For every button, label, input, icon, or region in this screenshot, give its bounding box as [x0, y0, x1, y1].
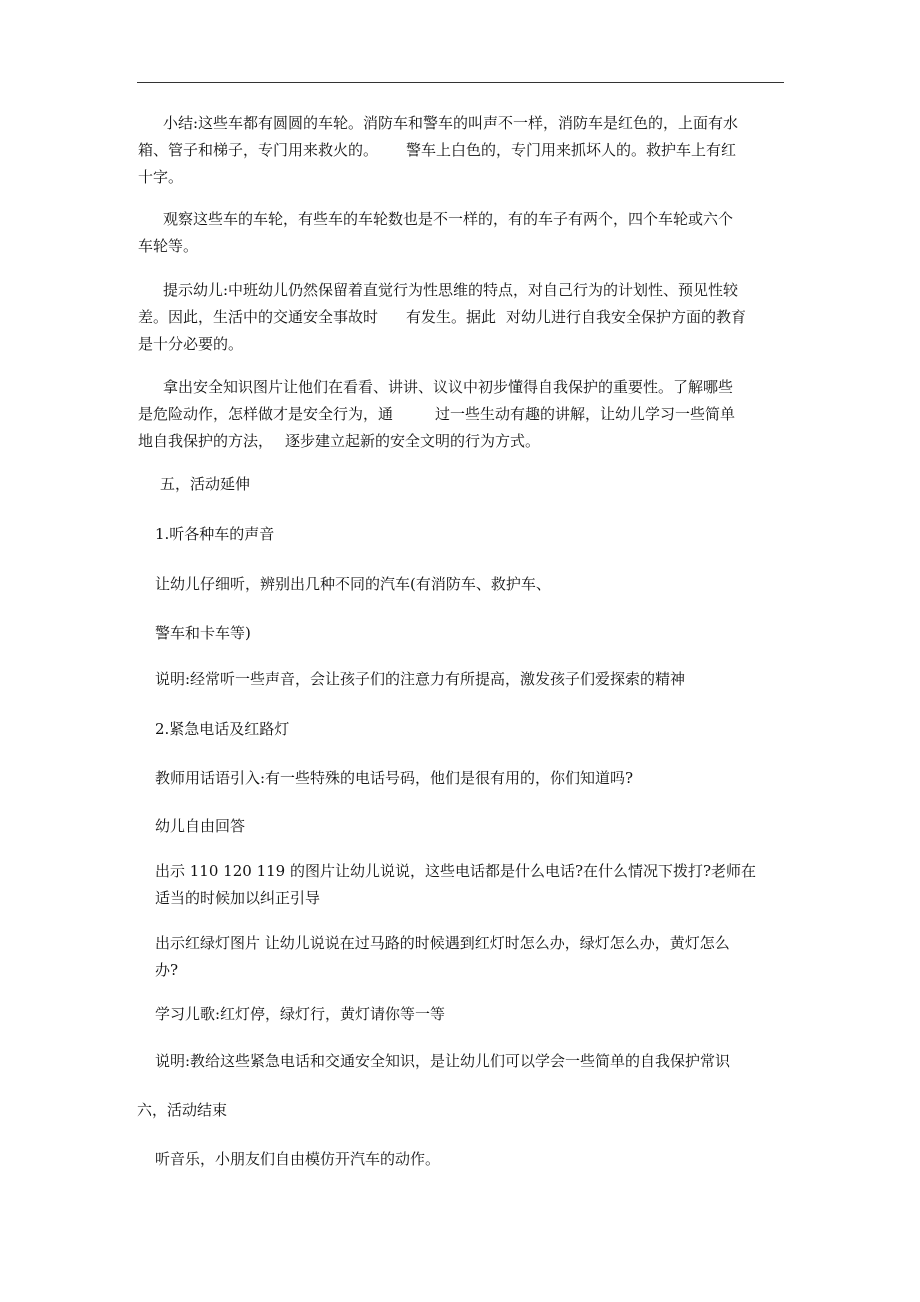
header-rule — [137, 82, 784, 83]
explanation-safety — [155, 1048, 730, 1075]
explanation-sounds — [155, 666, 685, 693]
section-six-heading — [137, 1097, 227, 1124]
text-line: 车轮等。 — [138, 237, 199, 255]
text-line: 箱、管子和梯子，专门用来救火的。 — [138, 141, 379, 159]
text-line: 教师用话语引入:有一些特殊的电话号码，他们是很有用的，你们知道吗? — [155, 769, 634, 787]
nursery-rhyme — [155, 1001, 445, 1028]
text-line: 说明:教给这些紧急电话和交通安全知识，是让幼儿们可以学会一些简单的自我保护常识 — [155, 1052, 731, 1070]
text-line: 观察这些车的车轮，有些车的车轮数也是不一样的，有的车子有两个，四个车轮或六个 — [163, 210, 734, 228]
text-line: 是危险动作，怎样做才是安全行为，通 — [138, 405, 394, 423]
text-line: 小结:这些车都有圆圆的车轮。消防车和警车的叫声不一样，消防车是红色的，上面有水 — [163, 114, 739, 132]
closing-activity — [155, 1146, 440, 1173]
teacher-intro — [155, 765, 633, 792]
text-line: 警车和卡车等) — [155, 624, 251, 642]
traffic-light-paragraph — [155, 930, 730, 984]
text-line: 对幼儿进行自我安全保护方面的教育 — [506, 308, 747, 326]
text-line: 让幼儿仔细听，辨别出几种不同的汽车(有消防车、救护车、 — [155, 575, 551, 593]
heading-text: 2.紧急电话及红路灯 — [155, 720, 290, 738]
text-line: 差。因此，生活中的交通安全事故时 — [138, 308, 379, 326]
text-line: 是十分必要的。 — [138, 335, 244, 353]
text-line: 幼儿自由回答 — [155, 817, 246, 835]
text-line: 说明:经常听一些声音，会让孩子们的注意力有所提高，激发孩子们爱探索的精神 — [155, 670, 686, 688]
item-two-heading — [155, 716, 289, 743]
heading-text: 五，活动延伸 — [160, 475, 251, 493]
text-line: 出示 110 120 119 的图片让幼儿说说，这些电话都是什么电话?在什么情况下拨打?老师在 — [155, 862, 757, 880]
text-line: 学习儿歌:红灯停，绿灯行，黄灯请你等一等 — [155, 1005, 446, 1023]
text-line: 有发生。据此 — [406, 308, 497, 326]
text-line: 拿出安全知识图片让他们在看看、讲讲、议议中初步懂得自我保护的重要性。了解哪些 — [163, 378, 734, 396]
listen-instruction — [155, 571, 551, 598]
text-line: 提示幼儿:中班幼儿仍然保留着直觉行为性思维的特点，对自己行为的计划性、预见性较 — [163, 281, 739, 299]
text-line: 十字。 — [138, 168, 184, 186]
heading-text: 六，活动结束 — [137, 1101, 228, 1119]
heading-text: 1.听各种车的声音 — [155, 525, 275, 543]
summary-paragraph — [138, 110, 739, 191]
text-line: 逐步建立起新的安全文明的行为方式。 — [285, 432, 541, 450]
reminder-paragraph — [138, 277, 747, 358]
text-line: 地自我保护的方法， — [138, 432, 274, 450]
text-line: 警车上白色的，专门用来抓坏人的。救护车上有红 — [406, 141, 737, 159]
safety-pictures-paragraph — [138, 374, 736, 455]
listen-instruction-continued — [155, 620, 251, 647]
observe-wheels-paragraph — [138, 206, 734, 260]
text-line: 出示红绿灯图片 让幼儿说说在过马路的时候遇到红灯时怎么办，绿灯怎么办，黄灯怎么 — [155, 934, 730, 952]
children-answer — [155, 813, 245, 840]
text-line: 过一些生动有趣的讲解，让幼儿学习一些简单 — [435, 405, 736, 423]
item-one-heading — [155, 521, 274, 548]
text-line: 办? — [155, 961, 179, 979]
text-line: 听音乐，小朋友们自由模仿开汽车的动作。 — [155, 1150, 441, 1168]
section-five-heading — [160, 471, 250, 498]
text-line: 适当的时候加以纠正引导 — [155, 889, 321, 907]
phone-numbers-paragraph — [155, 858, 756, 912]
